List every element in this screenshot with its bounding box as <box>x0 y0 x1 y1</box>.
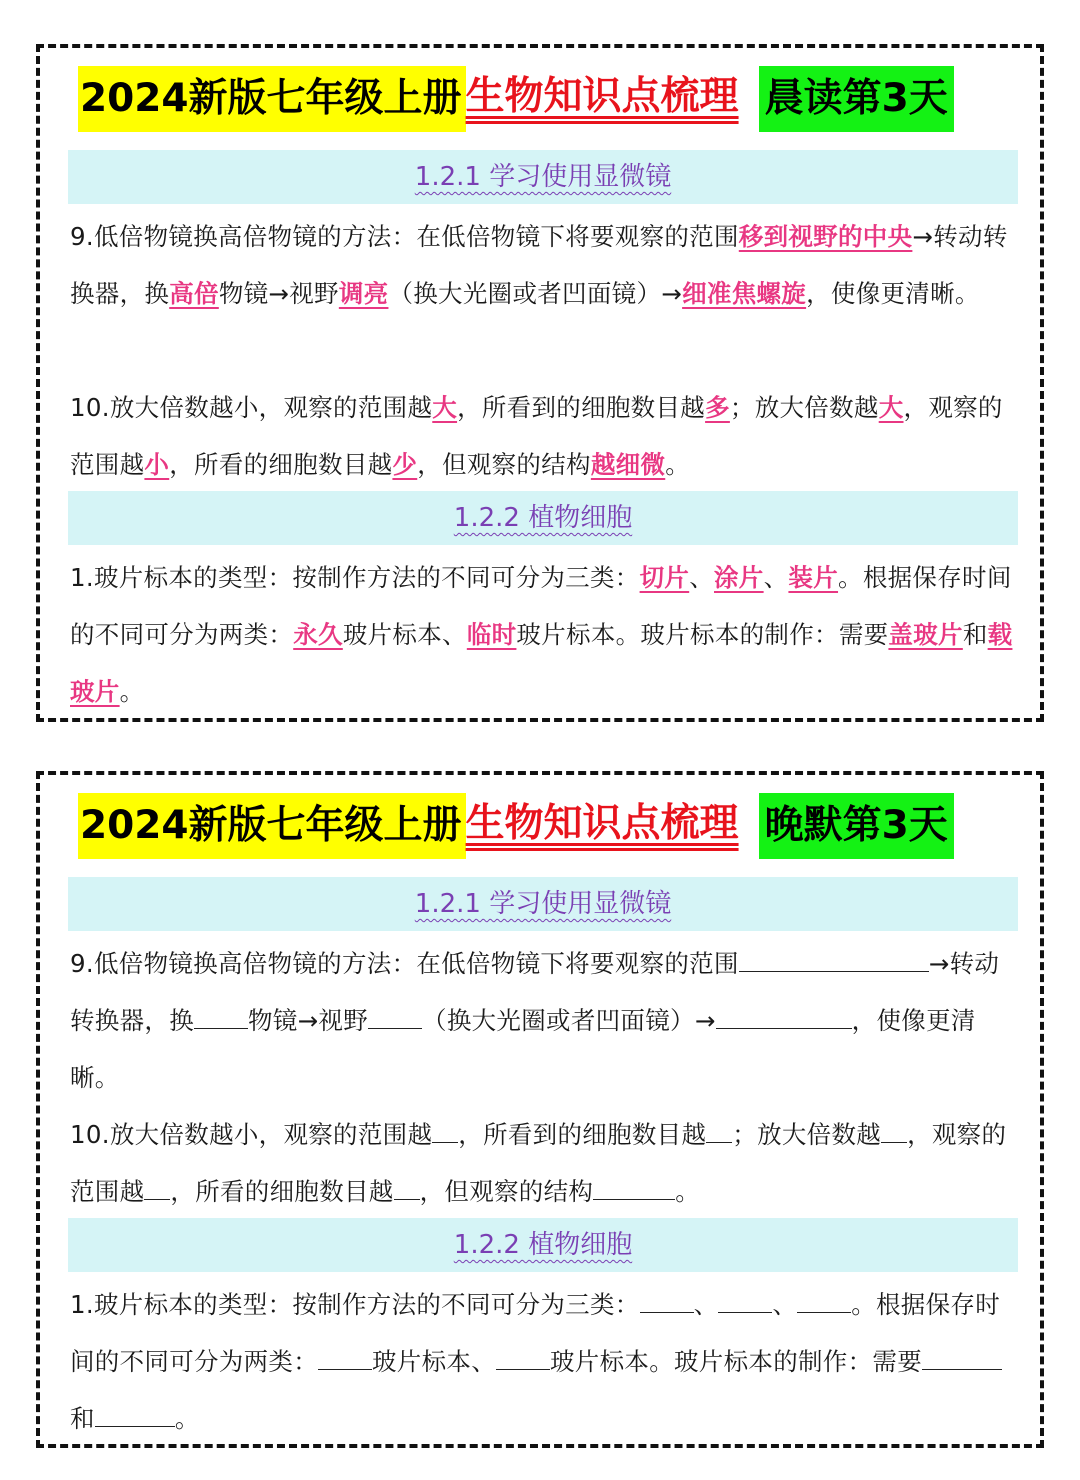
fill-blank[interactable] <box>394 1177 420 1200</box>
paragraph-10 <box>70 379 1020 493</box>
text: ，所看的细胞数目越 <box>169 450 393 479</box>
text: 9.低倍物镜换高倍物镜的方法：在低倍物镜下将要观察的范围 <box>70 222 739 251</box>
morning-title <box>78 66 954 132</box>
text: ，但观察的结构 <box>419 1177 594 1206</box>
text: 。根据保存时间的不同可分为两类： <box>70 1290 1001 1376</box>
section-title: 1.2.2 植物细胞 <box>453 503 633 533</box>
text: 、 <box>763 563 789 592</box>
text: 。 <box>174 1404 200 1433</box>
answer: 载玻片 <box>70 620 1013 706</box>
answer: 切片 <box>639 563 690 592</box>
answer: 大 <box>878 393 904 422</box>
fill-blank[interactable] <box>718 1290 772 1313</box>
fill-blank[interactable] <box>706 1120 732 1143</box>
text: ，使像更清晰。 <box>70 1006 976 1092</box>
fill-blank[interactable] <box>318 1347 372 1370</box>
answer: 越细微 <box>590 450 666 479</box>
text: 。 <box>119 677 145 706</box>
fill-blank[interactable] <box>797 1290 851 1313</box>
answer: 少 <box>392 450 418 479</box>
fill-blank[interactable] <box>194 1006 248 1029</box>
text: 1.玻片标本的类型：按制作方法的不同可分为三类： <box>70 563 640 592</box>
paragraph-1 <box>70 549 1020 720</box>
title-day-label: 晨读第3天 <box>759 66 954 132</box>
text: ，所看到的细胞数目越 <box>457 393 706 422</box>
title-grade-label: 2024新版七年级上册 <box>78 66 466 132</box>
text: ；放大倍数越 <box>729 393 879 422</box>
fill-blank[interactable] <box>716 1006 852 1029</box>
text: →转动转换器，换 <box>70 949 1000 1035</box>
text: ；放大倍数越 <box>732 1120 882 1149</box>
evening-title <box>78 793 954 859</box>
text: 和 <box>962 620 988 649</box>
section-header-microscope <box>68 150 1018 204</box>
answer: 永久 <box>293 620 343 649</box>
text: 。根据保存时间的不同可分为两类： <box>70 563 1012 649</box>
text: ，所看的细胞数目越 <box>170 1177 394 1206</box>
paragraph-1 <box>70 1276 1020 1447</box>
title-subject-label: 生物知识点梳理 <box>465 74 739 119</box>
text: 物镜→视野 <box>248 1006 369 1035</box>
text: ，所看到的细胞数目越 <box>458 1120 707 1149</box>
section-title: 1.2.1 学习使用显微镜 <box>414 162 672 192</box>
text: 10.放大倍数越小，观察的范围越 <box>70 1120 433 1149</box>
text: （换大光圈或者凹面镜）→ <box>422 1006 716 1035</box>
text: ，观察的范围越 <box>70 393 1003 479</box>
fill-blank[interactable] <box>593 1177 675 1200</box>
text: 10.放大倍数越小，观察的范围越 <box>70 393 433 422</box>
fill-blank[interactable] <box>144 1177 170 1200</box>
answer: 大 <box>432 393 458 422</box>
title-grade-label: 2024新版七年级上册 <box>78 793 466 859</box>
answer: 小 <box>144 450 170 479</box>
fill-blank[interactable] <box>739 949 929 972</box>
section-title: 1.2.1 学习使用显微镜 <box>414 889 672 919</box>
text: 1.玻片标本的类型：按制作方法的不同可分为三类： <box>70 1290 640 1319</box>
text: →转动转换器，换 <box>70 222 1008 308</box>
text: ，观察的范围越 <box>70 1120 1007 1206</box>
answer: 临时 <box>466 620 517 649</box>
fill-blank[interactable] <box>640 1290 694 1313</box>
text: 9.低倍物镜换高倍物镜的方法：在低倍物镜下将要观察的范围 <box>70 949 739 978</box>
text: 物镜→视野 <box>218 279 339 308</box>
text: 和 <box>70 1404 95 1433</box>
fill-blank[interactable] <box>432 1120 458 1143</box>
answer: 高倍 <box>169 279 219 308</box>
text: （换大光圈或者凹面镜）→ <box>388 279 683 308</box>
text: 玻片标本。玻片标本的制作：需要 <box>516 620 889 649</box>
text: 玻片标本。玻片标本的制作：需要 <box>550 1347 922 1376</box>
title-subject-label: 生物知识点梳理 <box>465 801 739 846</box>
fill-blank[interactable] <box>95 1404 175 1427</box>
answer: 盖玻片 <box>888 620 963 649</box>
text: 。 <box>675 1177 701 1206</box>
paragraph-10 <box>70 1106 1020 1220</box>
section-header-plant-cell <box>68 1218 1018 1272</box>
text: 、 <box>689 563 714 592</box>
morning-card <box>36 44 1044 722</box>
answer: 涂片 <box>714 563 764 592</box>
fill-blank[interactable] <box>496 1347 550 1370</box>
paragraph-9 <box>70 935 1020 1106</box>
answer: 细准焦螺旋 <box>682 279 807 308</box>
text: 玻片标本、 <box>372 1347 496 1376</box>
answer: 装片 <box>788 563 839 592</box>
text: 。 <box>665 450 691 479</box>
paragraph-9 <box>70 208 1020 322</box>
answer: 多 <box>705 393 730 422</box>
answer: 移到视野的中央 <box>738 222 913 251</box>
fill-blank[interactable] <box>922 1347 1002 1370</box>
text: 、 <box>693 1290 719 1319</box>
section-title: 1.2.2 植物细胞 <box>453 1230 633 1260</box>
text: ，但观察的结构 <box>417 450 591 479</box>
fill-blank[interactable] <box>881 1120 907 1143</box>
evening-card <box>36 771 1044 1448</box>
section-header-microscope <box>68 877 1018 931</box>
section-header-plant-cell <box>68 491 1018 545</box>
text: 、 <box>772 1290 798 1319</box>
fill-blank[interactable] <box>368 1006 422 1029</box>
text: ，使像更清晰。 <box>806 279 980 308</box>
text: 玻片标本、 <box>342 620 467 649</box>
title-day-label: 晚默第3天 <box>759 793 954 859</box>
answer: 调亮 <box>338 279 389 308</box>
